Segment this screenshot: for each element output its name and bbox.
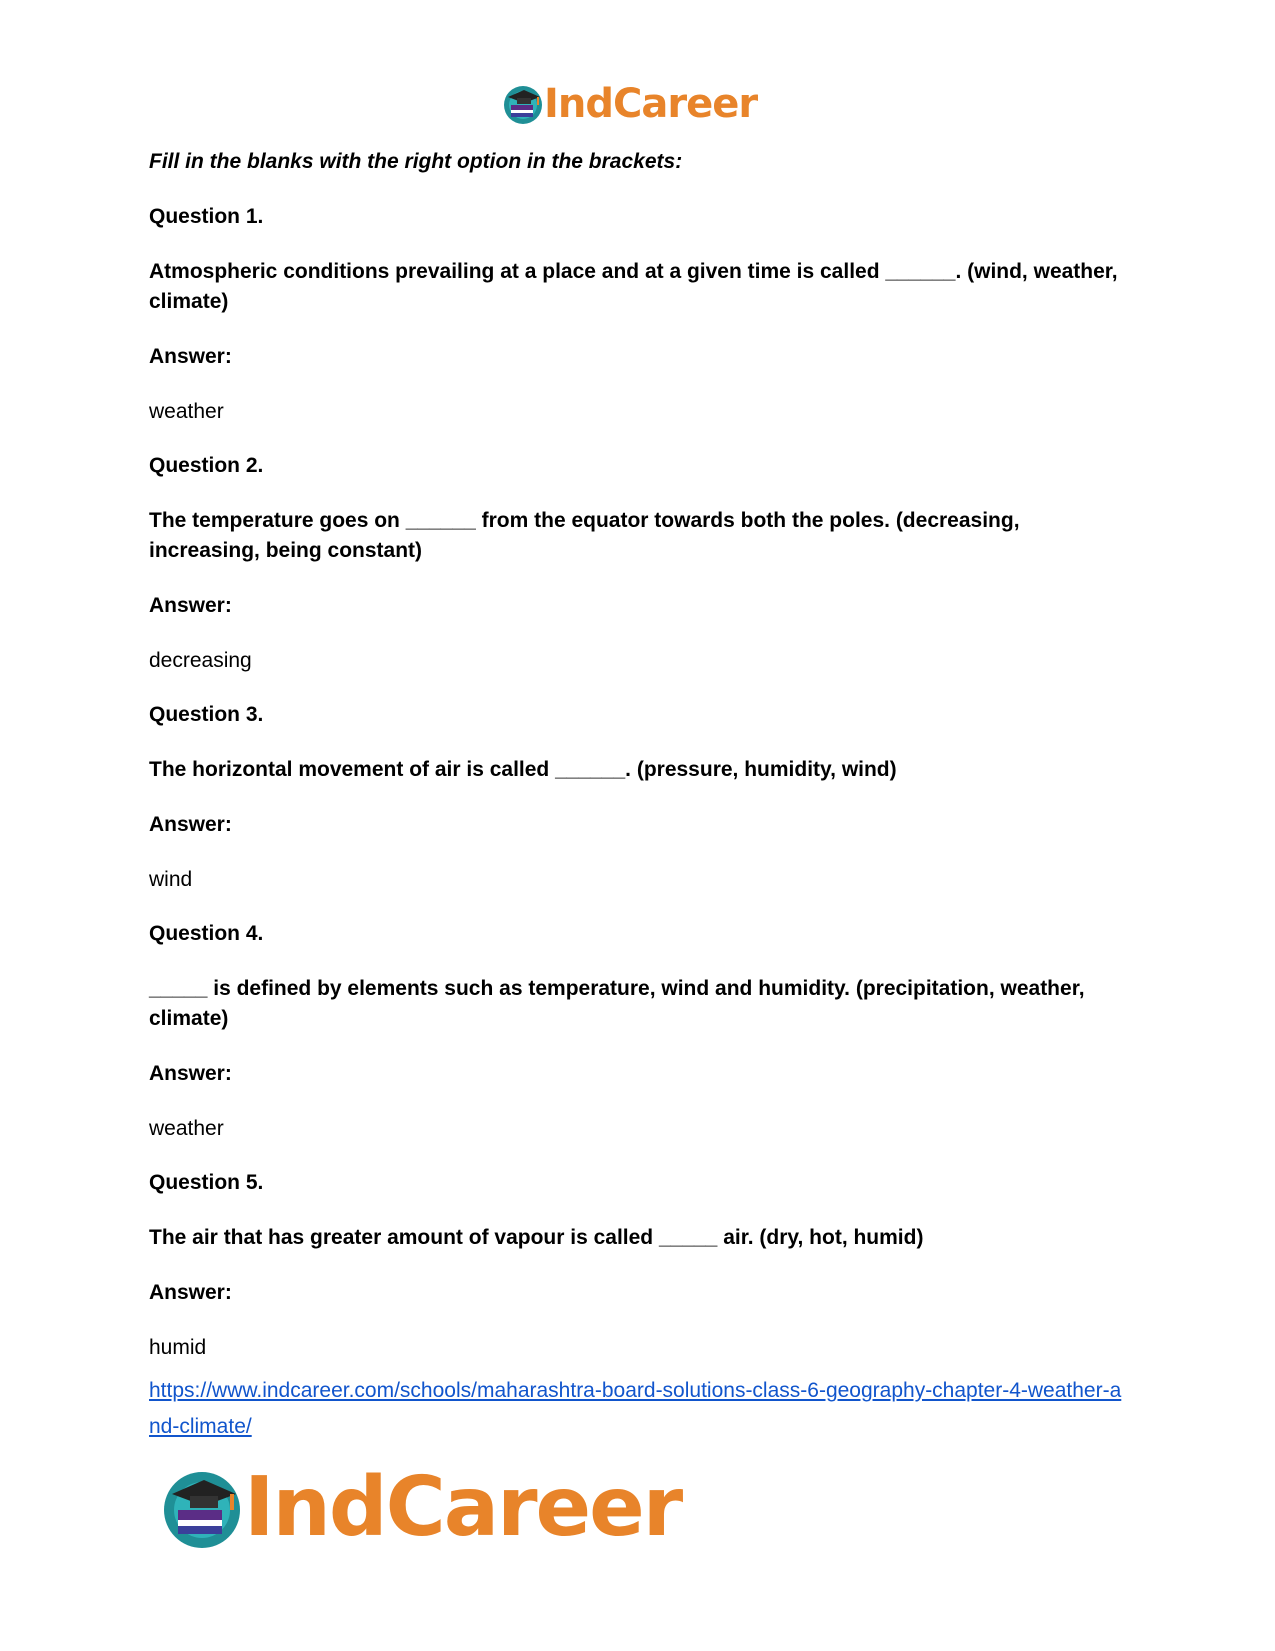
source-link[interactable]: https://www.indcareer.com/schools/maharashtra-board-solutions-class-6-geography-chapter-4-weather-and-climate/ <box>149 1379 1122 1438</box>
question-text: The horizontal movement of air is called ______. (pressure, humidity, wind) <box>149 758 897 781</box>
graduation-cap-book-icon <box>160 1466 244 1550</box>
answer-label: Answer: <box>149 813 232 836</box>
answer-label: Answer: <box>149 345 232 368</box>
answer-label: Answer: <box>149 594 232 617</box>
footer-logo <box>160 1462 681 1554</box>
question-heading: Question 5. <box>149 1171 264 1194</box>
logo-wordmark: IndCareer <box>244 1460 682 1555</box>
answer-text: wind <box>149 868 193 891</box>
question-heading: Question 3. <box>149 703 264 726</box>
question-text: The temperature goes on ______ from the equator towards both the poles. (decreasing, increasing, being constant) <box>149 509 1020 562</box>
answer-label: Answer: <box>149 1062 232 1085</box>
question-heading: Question 2. <box>149 454 264 477</box>
question-text: _____ is defined by elements such as temperature, wind and humidity. (precipitation, weather, climate) <box>149 977 1085 1030</box>
answer-text: decreasing <box>149 649 252 672</box>
answer-label: Answer: <box>149 1281 232 1304</box>
answer-text: humid <box>149 1336 207 1359</box>
question-heading: Question 1. <box>149 205 264 228</box>
logo-wordmark: IndCareer <box>544 81 758 127</box>
instruction-text: Fill in the blanks with the right option in the brackets: <box>149 150 683 173</box>
answer-text: weather <box>149 1117 224 1140</box>
question-heading: Question 4. <box>149 922 264 945</box>
header-logo <box>502 82 757 126</box>
question-text: The air that has greater amount of vapour is called _____ air. (dry, hot, humid) <box>149 1226 924 1249</box>
question-text: Atmospheric conditions prevailing at a place and at a given time is called ______. (wind, weather, climate) <box>149 260 1118 313</box>
graduation-cap-book-icon <box>502 83 544 125</box>
answer-text: weather <box>149 400 224 423</box>
